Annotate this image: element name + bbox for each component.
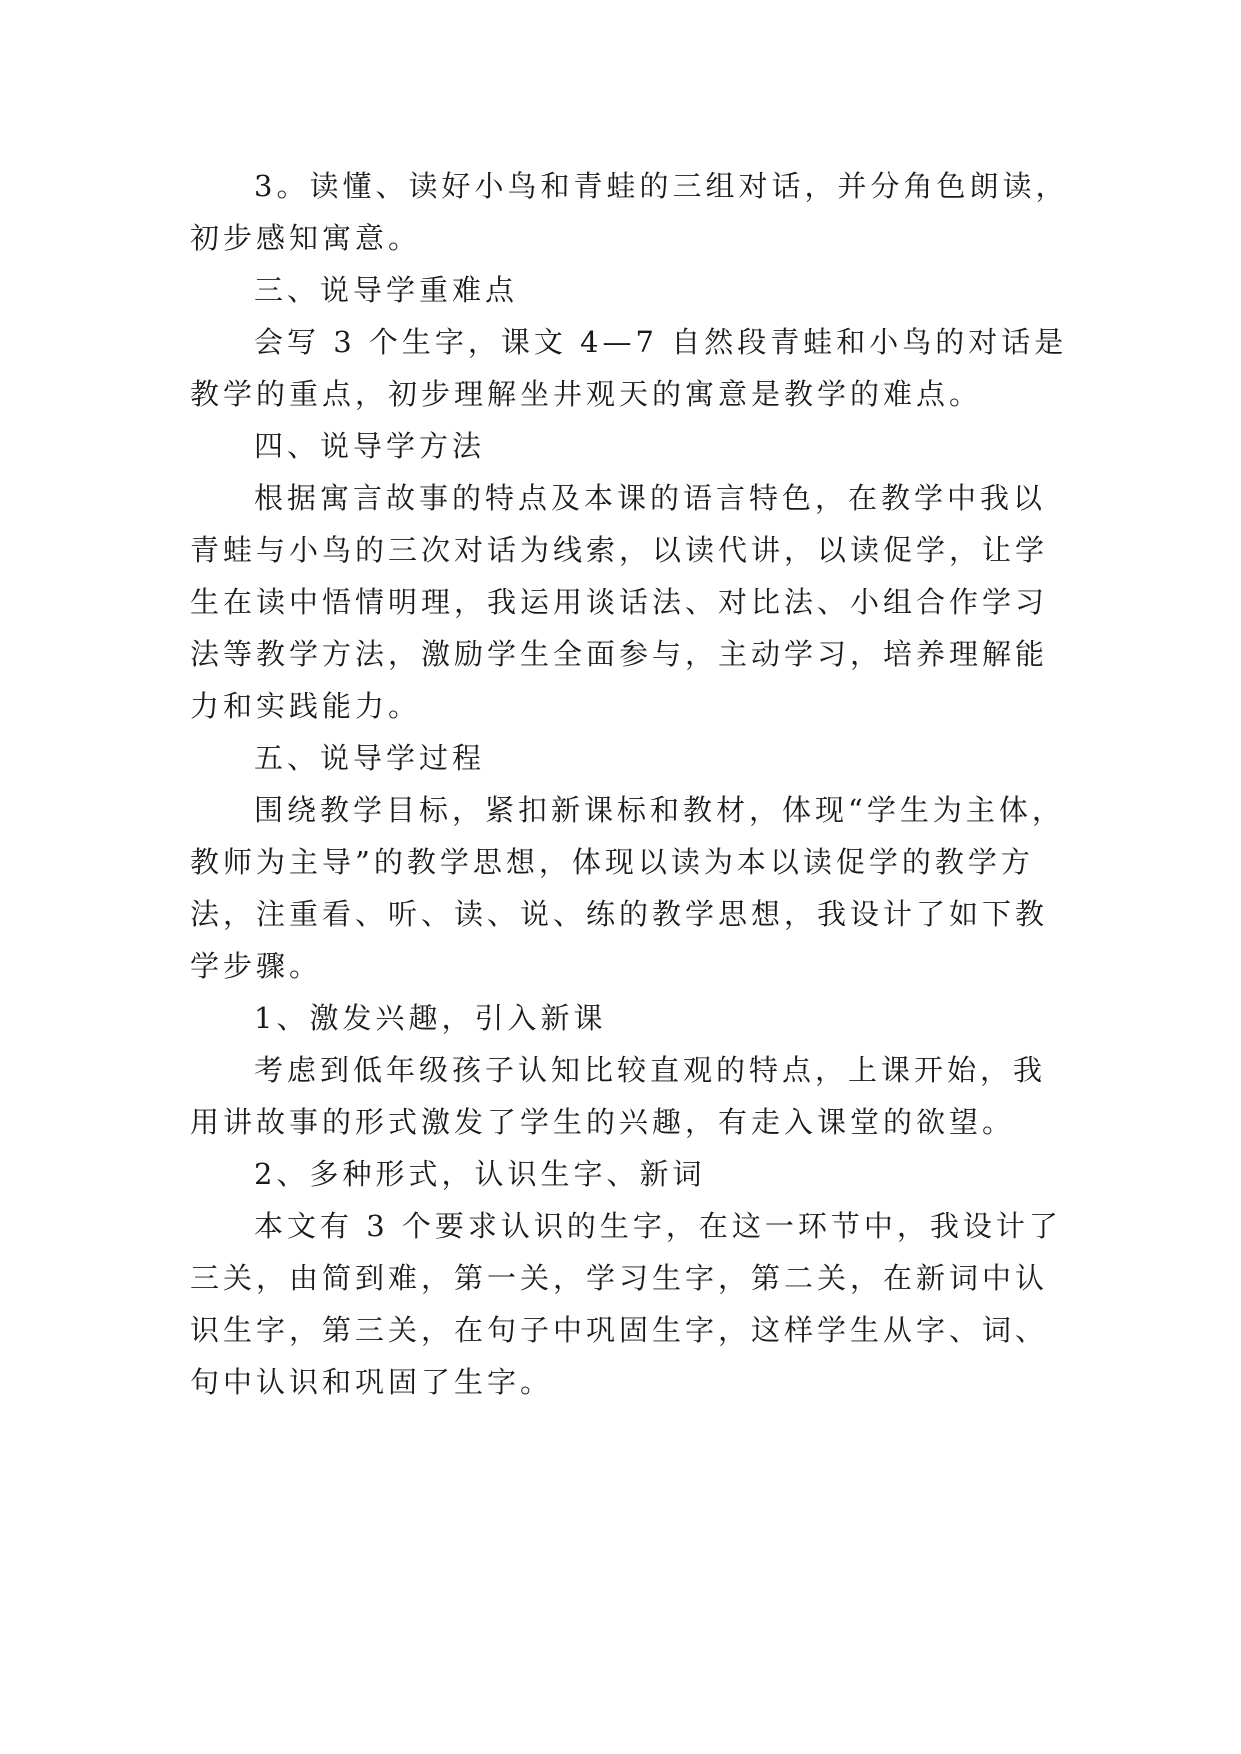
text-line: 教学的重点，初步理解坐井观天的寓意是教学的难点。 [190, 377, 983, 411]
text-line: 三关，由简到难，第一关，学习生字，第二关，在新词中认 [190, 1261, 1049, 1295]
text-line: 识生字，第三关，在句子中巩固生字，这样学生从字、词、 [190, 1313, 1049, 1347]
text-line: 句中认识和巩固了生字。 [190, 1365, 554, 1399]
section-heading: 四、说导学方法 [254, 429, 486, 463]
section-heading: 三、说导学重难点 [254, 273, 519, 307]
section-heading: 五、说导学过程 [254, 741, 486, 775]
text-line: 3。读懂、读好小鸟和青蛙的三组对话，并分角色朗读， [254, 169, 1069, 203]
text-line: 会写 3 个生字，课文 4—7 自然段青蛙和小鸟的对话是 [254, 325, 1068, 359]
text-line: 教师为主导”的教学思想，体现以读为本以读促学的教学方 [190, 845, 1034, 879]
text-line: 围绕教学目标，紧扣新课标和教材，体现“学生为主体， [254, 793, 1065, 827]
text-line: 力和实践能力。 [190, 689, 422, 723]
text-line: 用讲故事的形式激发了学生的兴趣，有走入课堂的欲望。 [190, 1105, 1016, 1139]
text-line: 青蛙与小鸟的三次对话为线索，以读代讲，以读促学，让学 [190, 533, 1049, 567]
text-line: 法，注重看、听、读、说、练的教学思想，我设计了如下教 [190, 897, 1049, 931]
text-line: 本文有 3 个要求认识的生字，在这一环节中，我设计了 [254, 1209, 1062, 1243]
text-line: 初步感知寓意。 [190, 221, 422, 255]
text-line: 学步骤。 [190, 949, 323, 983]
document-body [190, 160, 1070, 1408]
text-line: 生在读中悟情明理，我运用谈话法、对比法、小组合作学习 [190, 585, 1049, 619]
subsection-heading: 1、激发兴趣，引入新课 [254, 1001, 607, 1035]
text-line: 根据寓言故事的特点及本课的语言特色，在教学中我以 [254, 481, 1047, 515]
subsection-heading: 2、多种形式，认识生字、新词 [254, 1157, 706, 1191]
text-line: 法等教学方法，激励学生全面参与，主动学习，培养理解能 [190, 637, 1049, 671]
text-line: 考虑到低年级孩子认知比较直观的特点，上课开始，我 [254, 1053, 1047, 1087]
